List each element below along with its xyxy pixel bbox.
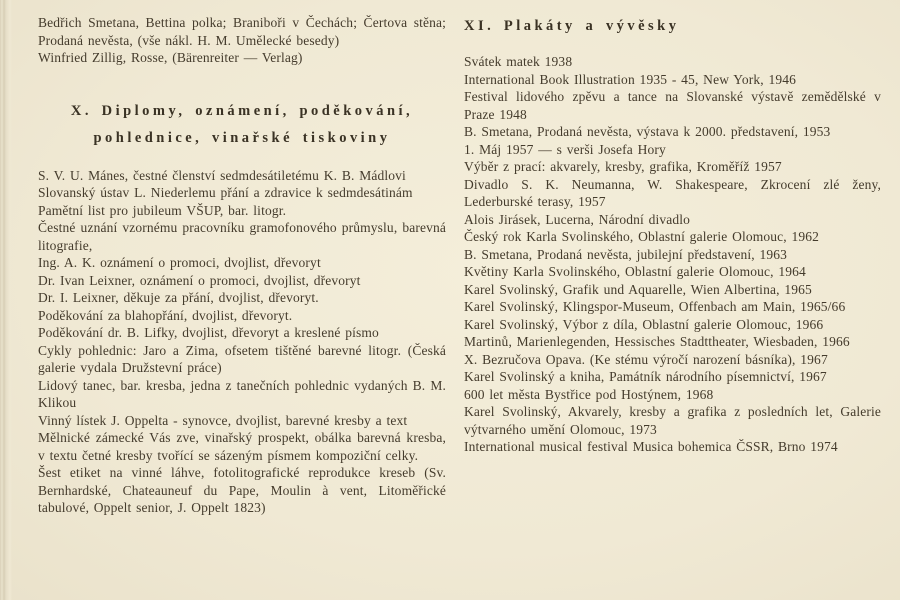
bibliography-entry: Karel Svolinský, Klingspor-Museum, Offenbach am Main, 1965/66: [464, 299, 846, 314]
bibliography-entry: International musical festival Musica bohemica ČSSR, Brno 1974: [464, 439, 838, 454]
bibliography-entry: Poděkování za blahopřání, dvojlist, dřevoryt.: [38, 307, 293, 323]
bibliography-entry: Šest etiket na vinné láhve, fotolitografické reprodukce kreseb (Sv. Bernhardské, Chateauneuf du Pape, Moulin à vent, Litoměřické tabulové, Oppelt senior, J. Oppelt 1823): [38, 465, 446, 515]
intro-entry-list: [38, 14, 446, 67]
bibliography-entry: Květiny Karla Svolinského, Oblastní galerie Olomouc, 1964: [464, 264, 806, 279]
scan-edge-shadow: [0, 0, 12, 600]
bibliography-entry: Výběr z prací: akvarely, kresby, grafika, Kroměříž 1957: [464, 159, 782, 174]
bibliography-entry: Karel Svolinský, Akvarely, kresby a grafika z posledních let, Galerie výtvarného umění Olomouc, 1973: [464, 404, 881, 437]
bibliography-entry: Karel Svolinský, Grafik und Aquarelle, Wien Albertina, 1965: [464, 281, 812, 297]
left-column: [38, 14, 446, 517]
bibliography-entry: Čestné uznání vzornému pracovníku gramofonového průmyslu, barevná litografie,: [38, 220, 446, 253]
bibliography-entry: B. Smetana, Prodaná nevěsta, jubilejní představení, 1963: [464, 246, 788, 262]
bibliography-entry: Slovanský ústav L. Niederlemu přání a zdravice k sedmdesátinám: [38, 185, 413, 200]
bibliography-entry: Poděkování dr. B. Lifky, dvojlist, dřevoryt a kreslené písmo: [38, 325, 379, 340]
two-column-layout: [38, 14, 881, 517]
bibliography-entry: Mělnické zámecké Vás zve, vinařský prospekt, obálka barevná kresba, v textu četné kresby tvořící se sázeným písmem kompoziční celky.: [38, 430, 446, 463]
bibliography-entry: Svátek matek 1938: [464, 54, 573, 69]
bibliography-entry: Cykly pohlednic: Jaro a Zima, ofsetem tištěné barevné litogr. (Česká galerie vydala Družstevní práce): [38, 342, 446, 375]
bibliography-entry: Vinný lístek J. Oppelta - synovce, dvojlist, barevné kresby a text: [38, 412, 408, 428]
section-heading-line1: X. Diplomy, oznámení, poděkování,: [70, 102, 414, 119]
bibliography-entry: X. Bezručova Opava. (Ke stému výročí narození básníka), 1967: [464, 351, 828, 367]
bibliography-entry: Pamětní list pro jubileum VŠUP, bar. litogr.: [38, 202, 287, 218]
section-heading-plakaty: XI. Plakáty a vývěsky: [464, 18, 680, 34]
bibliography-entry: Český rok Karla Svolinského, Oblastní galerie Olomouc, 1962: [464, 229, 820, 244]
bibliography-entry: S. V. U. Mánes, čestné členství sedmdesátiletému K. B. Mádlovi: [38, 167, 406, 183]
bibliography-entry: B. Smetana, Prodaná nevěsta, výstava k 2000. představení, 1953: [464, 124, 831, 139]
bibliography-entry: Karel Svolinský a kniha, Památník národního písemnictví, 1967: [464, 369, 827, 384]
bibliography-entry: Karel Svolinský, Výbor z díla, Oblastní galerie Olomouc, 1966: [464, 316, 824, 332]
bibliography-entry: Dr. Ivan Leixner, oznámení o promoci, dvojlist, dřevoryt: [38, 272, 361, 288]
right-column: [464, 14, 881, 517]
bibliography-entry: Dr. I. Leixner, děkuje za přání, dvojlist, dřevoryt.: [38, 290, 319, 305]
bibliography-entry: Lidový tanec, bar. kresba, jedna z tanečních pohlednic vydaných B. M. Klikou: [38, 377, 446, 410]
bibliography-entry: Winfried Zillig, Rosse, (Bärenreiter — Verlag): [38, 50, 303, 65]
bibliography-entry: Ing. A. K. oznámení o promoci, dvojlist, dřevoryt: [38, 255, 321, 270]
bibliography-entry: Festival lidového zpěvu a tance na Slovanské výstavě zemědělské v Praze 1948: [464, 89, 881, 122]
bibliography-entry: Divadlo S. K. Neumanna, W. Shakespeare, Zkrocení zlé ženy, Lederburské terasy, 1957: [464, 176, 881, 209]
diplomy-entry-list: [38, 167, 446, 517]
section-heading-diplomy: [42, 98, 442, 152]
bibliography-entry: International Book Illustration 1935 - 45, New York, 1946: [464, 71, 797, 87]
bibliography-entry: Bedřich Smetana, Bettina polka; Braniboři v Čechách; Čertova stěna; Prodaná nevěsta, (vše nákl. H. M. Umělecké besedy): [38, 15, 446, 48]
section-heading-line2: pohlednice, vinařské tiskoviny: [93, 129, 391, 146]
bibliography-entry: 1. Máj 1957 — s verši Josefa Hory: [464, 141, 666, 157]
plakaty-entry-list: [464, 53, 881, 456]
bibliography-entry: Martinů, Marienlegenden, Hessisches Stadttheater, Wiesbaden, 1966: [464, 334, 850, 349]
bibliography-entry: 600 let města Bystřice pod Hostýnem, 1968: [464, 386, 714, 402]
bibliography-entry: Alois Jirásek, Lucerna, Národní divadlo: [464, 211, 691, 227]
